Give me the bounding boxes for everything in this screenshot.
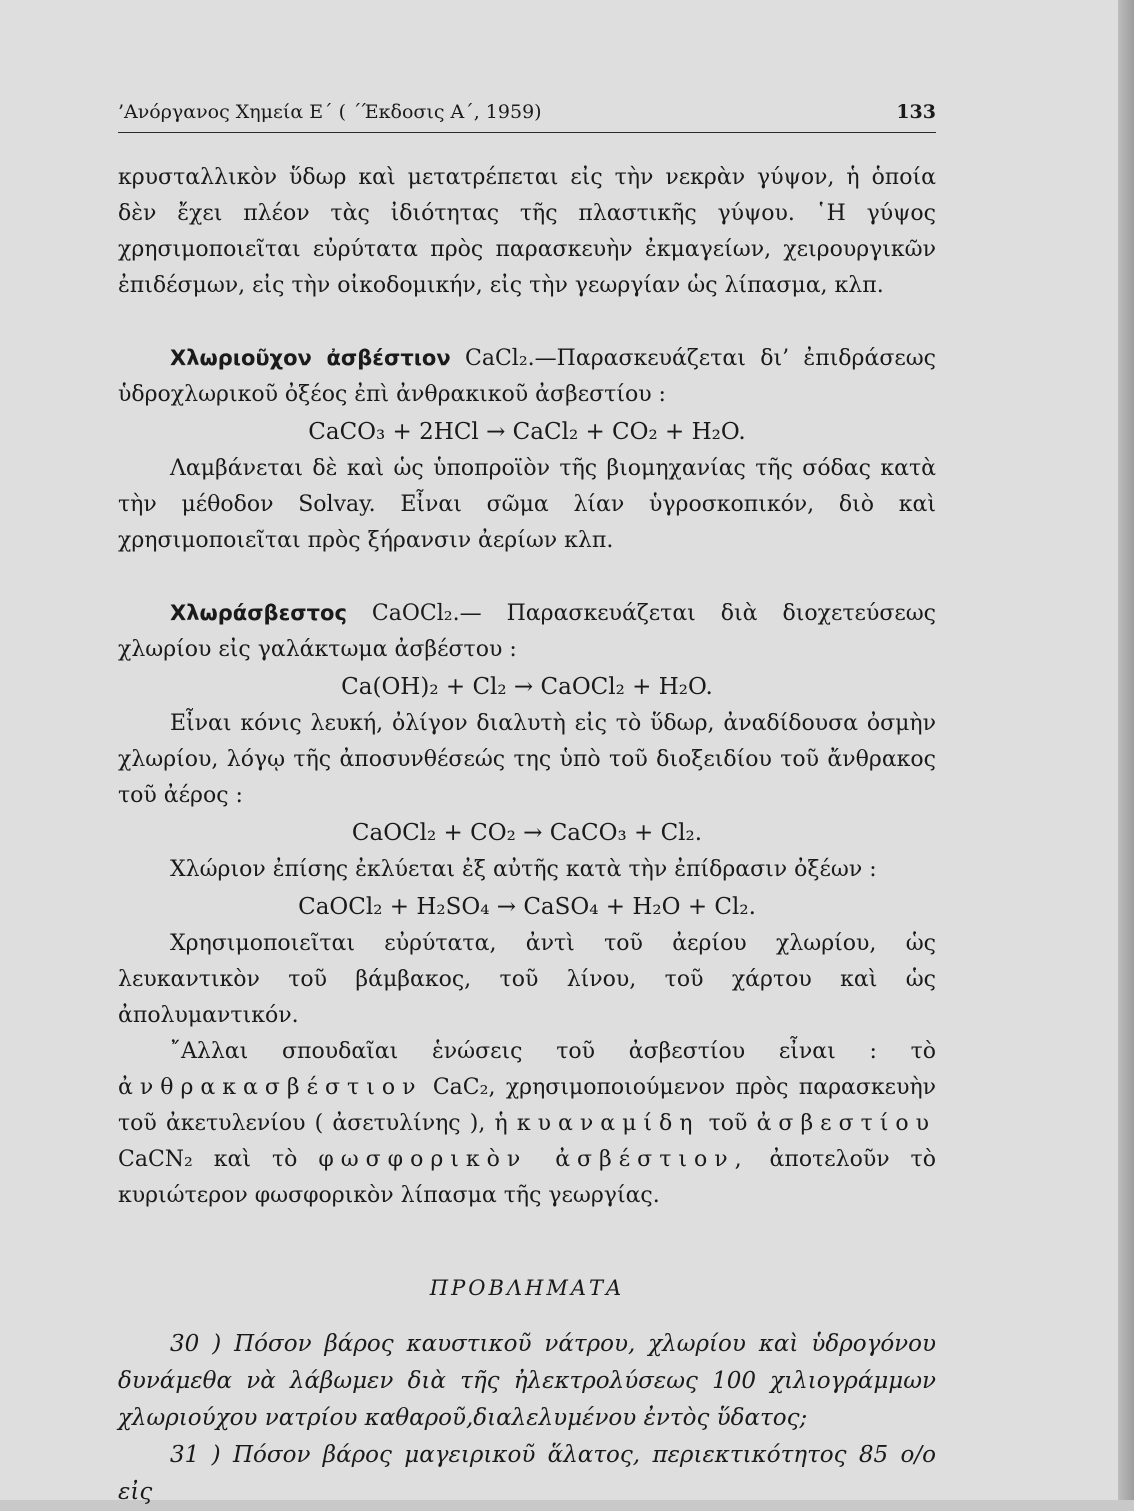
bleaching-powder-text: — Παρασκευάζεται διὰ διοχετεύσεως χλωρίου εἰς γαλάκτωμα ἀσβέστου : (118, 601, 937, 662)
problem-31: 31 ) Πόσον βάρος μαγειρικοῦ ἅλατος, περιεκτικότητος 85 ο/ο εἰς (118, 1442, 936, 1505)
calcium-chloride-text: —Παρασκευάζεται δι’ ἐπιδράσεως ὑδροχλωρικοῦ ὀξέος ἐπὶ ἀνθρακικοῦ ἀσβεστίου : (118, 346, 936, 407)
formula-bleaching-powder: CaOCl₂. (371, 601, 460, 626)
paragraph-bleaching-powder (118, 595, 936, 668)
formula-calcium-chloride: CaCl₂. (465, 346, 535, 371)
paragraph-other-compounds (118, 1034, 936, 1214)
other-compounds-text-2: CaC₂, χρησιμοποιούμενον πρὸς παρασκευὴν τοῦ ἀκετυλενίου ( ἀσετυλίνης ), ἡ (118, 1075, 936, 1136)
other-compounds-text-4: CaCN₂ καὶ τὸ (118, 1147, 298, 1172)
term-calcium-phosphate: φωσφορικὸν ἀσβέστιον, (318, 1147, 749, 1172)
term-bleaching-powder: Χλωράσβεστος (170, 601, 347, 625)
term-calcium-carbide: ἀνθρακασβέστιον (118, 1075, 423, 1100)
header-title: ’Ανόργανος Χημεία Ε΄ ( ΄Έκδοσις Α΄, 1959) (118, 101, 542, 123)
term-cyanamide: κυαναμίδη (516, 1111, 700, 1136)
paragraph-gypsum: κρυσταλλικὸν ὕδωρ καὶ μετατρέπεται εἰς τὴν νεκρὰν γύψον, ἡ ὁποία δὲν ἔχει πλέον τὰς ἰδιότητας τῆς πλαστικῆς γύψου. ῾Η γύψος χρησιμοποιεῖται εὐρύτατα πρὸς παρασκευὴν ἐκμαγείων, χειρουργικῶν ἐπιδέσμων, εἰς τὴν οἰκοδομικήν, εἰς τὴν γεωργίαν ὡς λίπασμα, κλπ. (118, 165, 936, 298)
paragraph-bleaching-uses: Χρησιμοποιεῖται εὐρύτατα, ἀντὶ τοῦ ἀερίου χλωρίου, ὡς λευκαντικὸν τοῦ βάμβακος, τοῦ λίνου, τοῦ χάρτου καὶ ὡς ἀπολυμαντικόν. (118, 931, 936, 1028)
paragraph-calcium-chloride (118, 340, 936, 413)
other-compounds-text-1: ῎Αλλαι σπουδαῖαι ἑνώσεις τοῦ ἀσβεστίου εἶναι : τὸ (170, 1039, 936, 1064)
paragraph-bleaching-properties: Εἶναι κόνις λευκή, ὀλίγον διαλυτὴ εἰς τὸ ὕδωρ, ἀναδίδουσα ὀσμὴν χλωρίου, λόγῳ τῆς ἀποσυνθέσεώς της ὑπὸ τοῦ διοξειδίου τοῦ ἄνθρακος τοῦ ἀέρος : (118, 711, 936, 808)
equation-bleaching-3: CaOCl₂ + H₂SO₄ → CaSO₄ + H₂O + Cl₂. (298, 894, 756, 920)
page-body (118, 160, 936, 1511)
term-calcium: ἀσβεστίου (756, 1111, 937, 1136)
page-number: 133 (896, 101, 936, 123)
other-compounds-text-5: ἀποτελοῦν τὸ κυριώτερον φωσφορικὸν λίπασμα τῆς γεωργίας. (118, 1147, 936, 1208)
problem-30: 30 ) Πόσον βάρος καυστικοῦ νάτρου, χλωρίου καὶ ὑδρογόνου δυνάμεθα νὰ λάβωμεν διὰ τῆς ἠλεκτρολύσεως 100 χιλιογράμμων χλωριούχου νατρίου καθαροῦ,διαλελυμένου ἐντὸς ὕδατος; (118, 1331, 936, 1431)
equation-bleaching-2: CaOCl₂ + CO₂ → CaCO₃ + Cl₂. (351, 820, 703, 846)
running-header (118, 98, 936, 133)
paragraph-bleaching-acids: Χλώριον ἐπίσης ἐκλύεται ἐξ αὐτῆς κατὰ τὴν ἐπίδρασιν ὀξέων : (170, 857, 877, 882)
paragraph-solvay: Λαμβάνεται δὲ καὶ ὡς ὑποπροϊὸν τῆς βιομηχανίας τῆς σόδας κατὰ τὴν μέθοδον Solvay. Εἶναι σῶμα λίαν ὑγροσκοπικόν, διὸ καὶ χρησιμοποιεῖται πρὸς ξήρανσιν ἀερίων κλπ. (118, 456, 936, 553)
problems-heading: ΠΡΟΒΛΗΜΑΤΑ (429, 1276, 625, 1300)
term-calcium-chloride: Χλωριοῦχον ἀσβέστιον (170, 346, 451, 370)
other-compounds-text-3: τοῦ (708, 1111, 748, 1136)
page-edge (1118, 0, 1134, 1500)
equation-bleaching-1: Ca(OH)₂ + Cl₂ → CaOCl₂ + H₂O. (341, 674, 713, 700)
equation-calcium-chloride: CaCO₃ + 2HCl → CaCl₂ + CO₂ + H₂O. (308, 419, 746, 445)
